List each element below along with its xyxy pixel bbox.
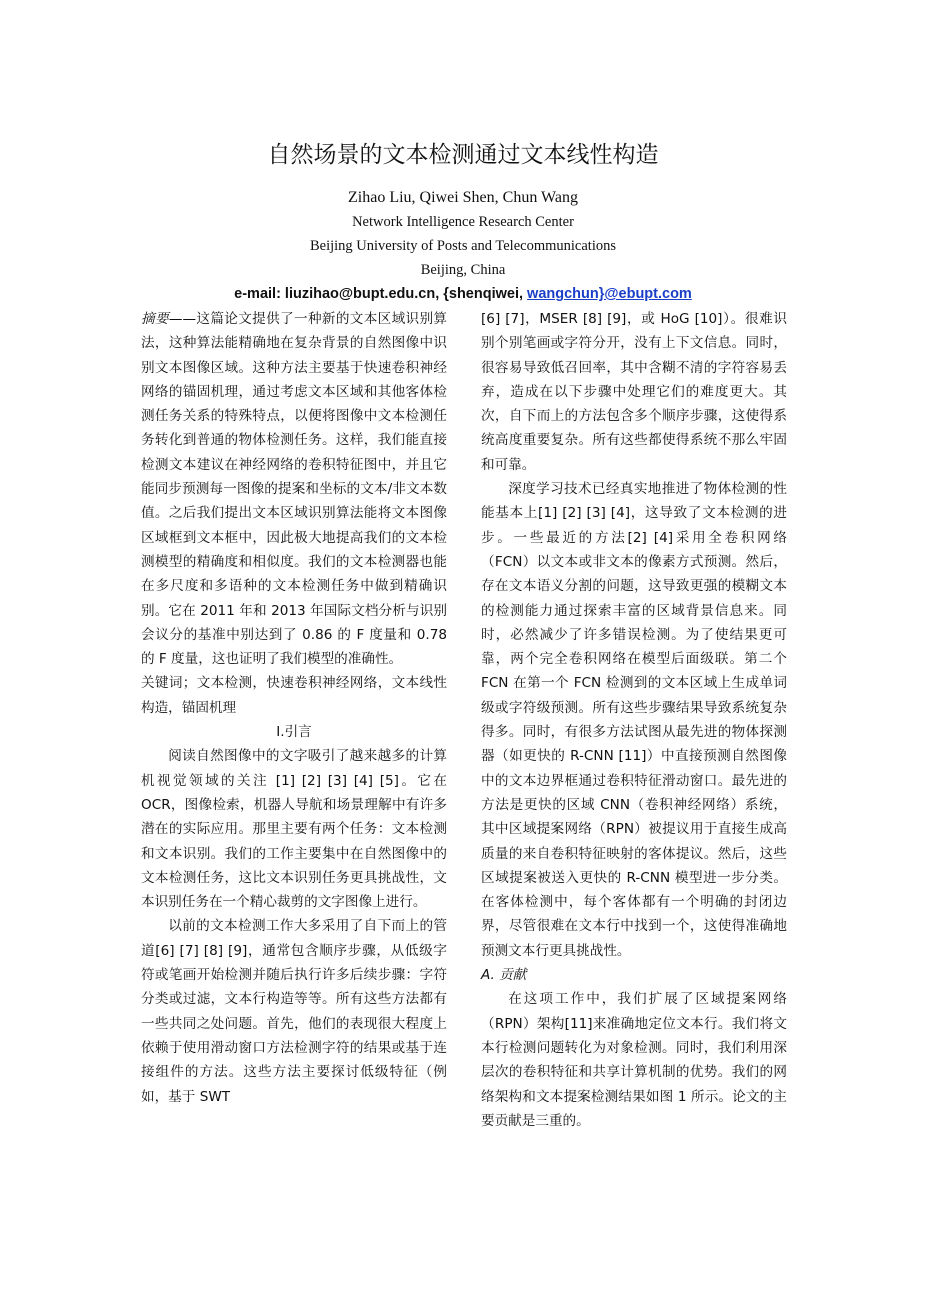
abstract	[141, 307, 447, 671]
keywords: 关键词；文本检测，快速卷积神经网络，文本线性构造，锚固机理	[141, 675, 447, 716]
contributions-paragraph: 在这项工作中，我们扩展了区域提案网络（RPN）架构[11]来准确地定位文本行。我们将文本行检测问题转化为对象检测。同时，我们利用深层次的卷积特征和共享计算机制的优势。我们的网络架构和文本提案检测结果如图 1 所示。论文的主要贡献是三重的。	[481, 991, 787, 1129]
left-column	[141, 307, 447, 1109]
affiliation-lab: Network Intelligence Research Center	[352, 214, 574, 230]
email-line	[0, 284, 926, 304]
intro-paragraph-2: 以前的文本检测工作大多采用了自下而上的管道[6] [7] [8] [9]，通常包含顺序步骤，从低级字符或笔画开始检测并随后执行许多后续步骤：字符分类或过滤，文本行构造等等。所有这些方法都有一些共同之处问题。首先，他们的表现很大程度上依赖于使用滑动窗口方法检测字符的结果或基于连接组件的方法。这些方法主要探讨低级特征（例如，基于 SWT	[141, 918, 447, 1105]
email-link[interactable]: wangchun}@ebupt.com	[527, 286, 692, 302]
intro-paragraph-3: 深度学习技术已经真实地推进了物体检测的性能基本上[1] [2] [3] [4]，这导致了文本检测的进步。一些最近的方法[2] [4]采用全卷积网络（FCN）以文本或非文本的像素方式预测。然后，存在文本语义分割的问题，这导致更强的模糊文本的检测能力通过探索丰富的区域背景信息来。同时，必然减少了许多错误检测。为了使结果更可靠，两个完全卷积网络在模型后面级联。第二个 FCN 在第一个 FCN 检测到的文本区域上生成单词级或字符级预测。所有这些步骤结果导致系统复杂得多。同时，有很多方法试图从最先进的物体探测器（如更快的 R-CNN [11]）中直接预测自然图像中的文本边界框通过卷积特征滑动窗口。最先进的方法是更快的区域 CNN（卷积神经网络）系统，其中区域提案网络（RPN）被提议用于直接生成高质量的来自卷积特征映射的客体提议。然后，这些区域提案被送入更快的 R-CNN 模型进一步分类。在客体检测中，每个客体都有一个明确的封闭边界，尽管很难在文本行中找到一个，这使得准确地预测文本行更具挑战性。	[481, 481, 787, 959]
intro-paragraph-1: 阅读自然图像中的文字吸引了越来越多的计算机视觉领域的关注 [1] [2] [3] [4] [5]。它在 OCR，图像检索，机器人导航和场景理解中有许多潜在的实际应用。那里主要有两个任务：文本检测和文本识别。我们的工作主要集中在自然图像中的文本检测任务，这比文本识别任务更具挑战性，文本识别任务在一个精心裁剪的文字图像上进行。	[141, 748, 447, 911]
subsection-heading-contributions: A. 贡献	[481, 967, 527, 984]
author-list: Zihao Liu, Qiwei Shen, Chun Wang	[348, 189, 578, 206]
intro-paragraph-2-continued: [6] [7]，MSER [8] [9]，或 HoG [10]）。很难识别个别笔画或字符分开，没有上下文信息。同时，很容易导致低召回率，其中含糊不清的字符容易丢弃，造成在以下步骤中处理它们的难度更大。其次，自下而上的方法包含多个顺序步骤，这使得系统高度重要复杂。所有这些都使得系统不那么牢固和可靠。	[481, 311, 787, 473]
right-column	[481, 307, 787, 1133]
paper-title: 自然场景的文本检测通过文本线性构造	[267, 142, 659, 168]
abstract-body: 这篇论文提供了一种新的文本区域识别算法，这种算法能精确地在复杂背景的自然图像中识别文本图像区域。这种方法主要基于快速卷积神经网络的锚固机理，通过考虑文本区域和其他客体检测任务关系的特殊特点，以便将图像中文本检测任务转化到普通的物体检测任务。这样，我们能直接检测文本建议在神经网络的卷积特征图中，并且它能同步预测每一图像的提案和坐标的文本/非文本数值。之后我们提出文本区域识别算法能将文本图像区域框到文本框中，因此极大地提高我们的文本检测模型的精确度和相似度。我们的文本检测器也能在多尺度和多语种的文本检测任务中做到精确识别。它在 2011 年和 2013 年国际文档分析与识别会议分的基准中别达到了 0.86 的 F 度量和 0.78 的 F 度量，这也证明了我们模型的准确性。	[141, 311, 448, 668]
abstract-label: 摘要——	[141, 311, 197, 327]
email-prefix: e-mail: liuzihao@bupt.edu.cn, {shenqiwei,	[234, 286, 528, 302]
section-heading-introduction: Ⅰ.引言	[276, 724, 312, 741]
affiliation-city: Beijing, China	[420, 262, 506, 278]
affiliation-university: Beijing University of Posts and Telecommunications	[309, 238, 616, 254]
